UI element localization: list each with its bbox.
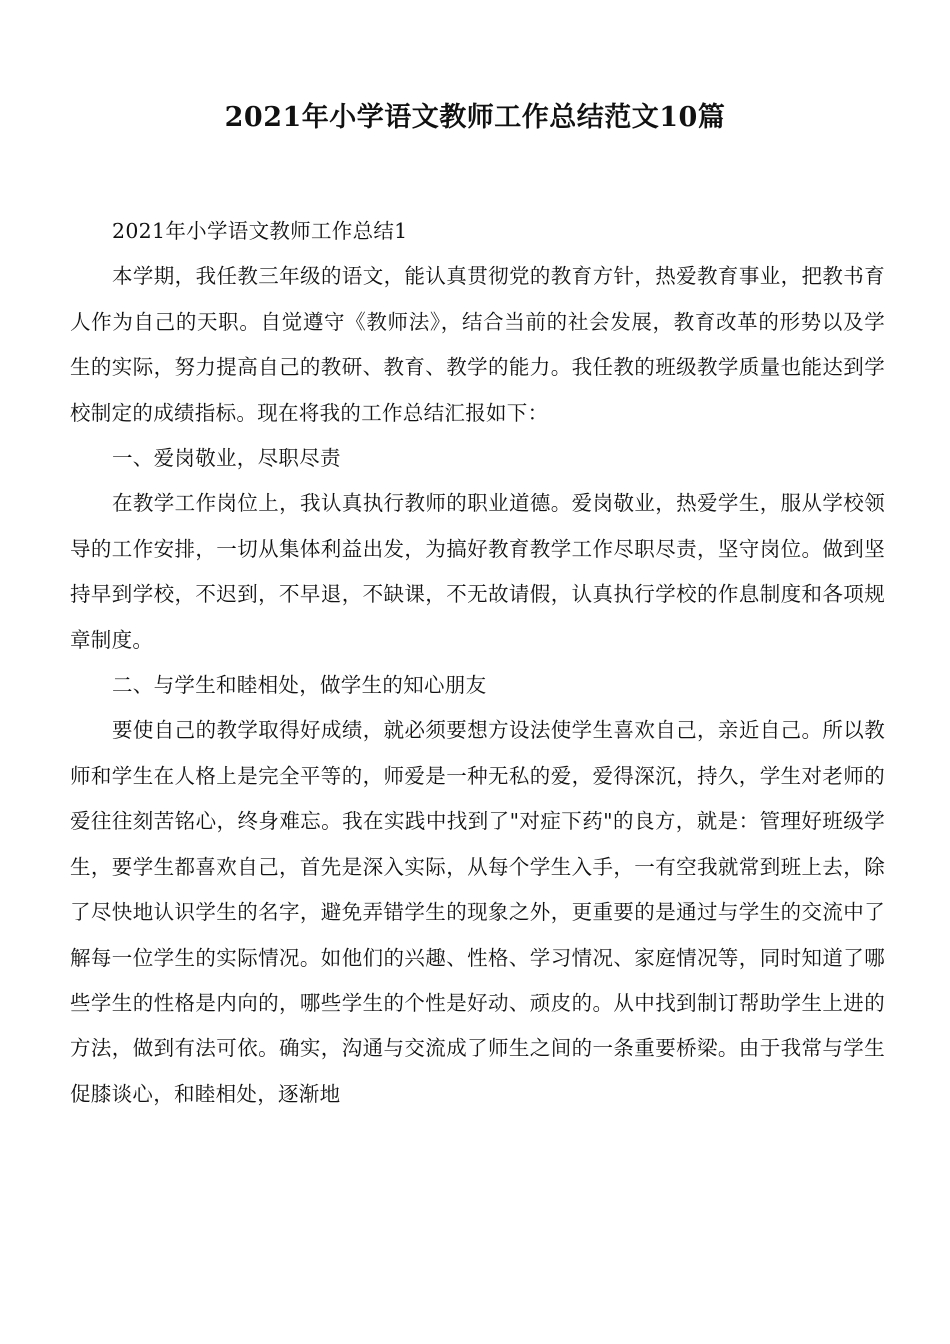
document-title: 2021年小学语文教师工作总结范文10篇 [224,102,726,133]
section-heading: 2021年小学语文教师工作总结1 [112,219,408,243]
body-paragraph: 本学期，我任教三年级的语文，能认真贯彻党的教育方针，热爱教育事业，把教书育人作为自己的天职。自觉遵守《教师法》，结合当前的社会发展，教育改革的形势以及学生的实际，努力提高自己的教研、教育、教学的能力。我任教的班级教学质量也能达到学校制定的成绩指标。现在将我的工作总结汇报如下： [70,264,885,425]
section-heading: 一、爱岗敬业，尽职尽责 [112,446,341,471]
body-paragraph: 在教学工作岗位上，我认真执行教师的职业道德。爱岗敬业，热爱学生，服从学校领导的工作安排，一切从集体利益出发，为搞好教育教学工作尽职尽责，坚守岗位。做到坚持早到学校，不迟到，不早退，不缺课，不无故请假，认真执行学校的作息制度和各项规章制度。 [70,491,885,652]
body-paragraph: 要使自己的教学取得好成绩，就必须要想方设法使学生喜欢自己，亲近自己。所以教师和学生在人格上是完全平等的，师爱是一种无私的爱，爱得深沉，持久，学生对老师的爱往往刻苦铭心，终身难忘。我在实践中找到了"对症下药"的良方，就是：管理好班级学生，要学生都喜欢自己，首先是深入实际，从每个学生入手，一有空我就常到班上去，除了尽快地认识学生的名字，避免弄错学生的现象之外，更重要的是通过与学生的交流中了解每一位学生的实际情况。如他们的兴趣、性格、学习情况、家庭情况等，同时知道了哪些学生的性格是内向的，哪些学生的个性是好动、顽皮的。从中找到制订帮助学生上进的方法，做到有法可依。确实，沟通与交流成了师生之间的一条重要桥梁。由于我常与学生促膝谈心，和睦相处，逐渐地 [70,718,885,1106]
document-body [70,209,885,1117]
section-heading: 二、与学生和睦相处，做学生的知心朋友 [112,673,487,698]
